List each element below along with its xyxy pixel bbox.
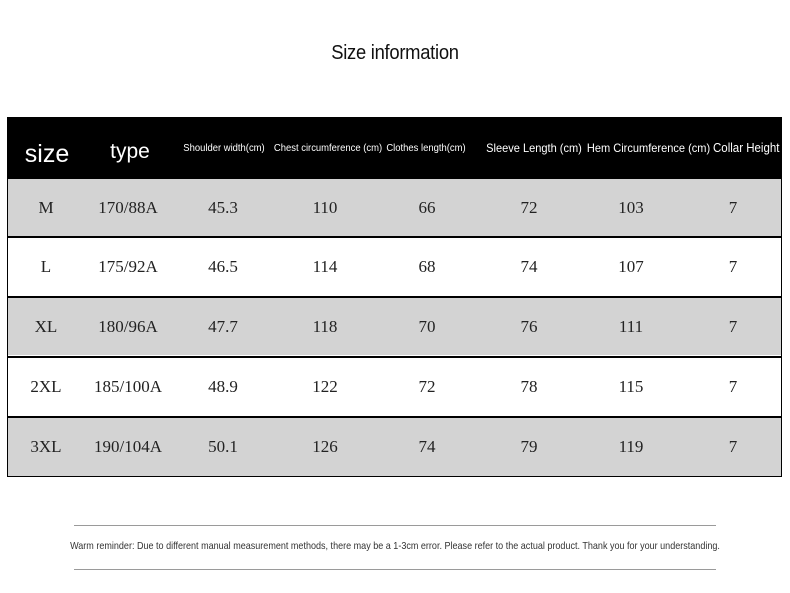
page-title: Size information bbox=[331, 42, 459, 64]
cell-hem-circumference: 107 bbox=[618, 256, 644, 276]
cell-size: M bbox=[38, 197, 54, 217]
cell-shoulder-width: 45.3 bbox=[208, 197, 238, 217]
cell-collar-height: 7 bbox=[728, 197, 738, 217]
bottom-divider bbox=[74, 569, 716, 570]
cell-collar-height: 7 bbox=[728, 436, 738, 456]
cell-size: XL bbox=[34, 316, 58, 336]
warm-reminder-note: Warm reminder: Due to different manual measurement methods, there may be a 1-3cm error. Please refer to the actual product. Thank you for your understanding. bbox=[70, 540, 720, 552]
cell-size: L bbox=[40, 256, 52, 276]
header-type: type bbox=[110, 140, 150, 163]
cell-shoulder-width: 47.7 bbox=[208, 316, 238, 336]
header-collar-height: Collar Height bbox=[713, 141, 780, 155]
header-chest-circumference: Chest circumference (cm) bbox=[273, 142, 383, 154]
table-row bbox=[8, 177, 782, 236]
cell-type: 180/96A bbox=[98, 316, 158, 336]
cell-sleeve-length: 78 bbox=[520, 376, 538, 396]
cell-collar-height: 7 bbox=[728, 256, 738, 276]
header-clothes-length: Clothes length(cm) bbox=[386, 142, 466, 154]
cell-hem-circumference: 119 bbox=[618, 436, 644, 456]
header-sleeve-length: Sleeve Length (cm) bbox=[486, 141, 582, 155]
cell-hem-circumference: 111 bbox=[618, 316, 644, 336]
table-row bbox=[8, 296, 782, 355]
cell-chest-circumference: 114 bbox=[312, 256, 338, 276]
header-size: size bbox=[24, 139, 70, 168]
table-row bbox=[8, 416, 782, 477]
cell-sleeve-length: 76 bbox=[520, 316, 538, 336]
cell-clothes-length: 72 bbox=[418, 376, 436, 396]
cell-shoulder-width: 46.5 bbox=[208, 256, 238, 276]
cell-shoulder-width: 50.1 bbox=[208, 436, 238, 456]
cell-collar-height: 7 bbox=[728, 376, 738, 396]
cell-sleeve-length: 79 bbox=[520, 436, 538, 456]
cell-hem-circumference: 115 bbox=[618, 376, 644, 396]
header-shoulder-width: Shoulder width(cm) bbox=[183, 142, 265, 154]
cell-size: 2XL bbox=[30, 376, 62, 396]
cell-chest-circumference: 118 bbox=[312, 316, 338, 336]
cell-clothes-length: 70 bbox=[418, 316, 436, 336]
cell-size: 3XL bbox=[30, 436, 62, 456]
top-divider bbox=[74, 525, 716, 526]
cell-chest-circumference: 122 bbox=[312, 376, 338, 396]
cell-sleeve-length: 72 bbox=[520, 197, 538, 217]
table-row bbox=[8, 356, 782, 415]
table-row bbox=[8, 236, 782, 295]
size-table bbox=[7, 117, 782, 477]
cell-type: 185/100A bbox=[94, 376, 162, 396]
cell-type: 175/92A bbox=[98, 256, 158, 276]
cell-chest-circumference: 126 bbox=[312, 436, 338, 456]
cell-shoulder-width: 48.9 bbox=[208, 376, 238, 396]
cell-clothes-length: 66 bbox=[418, 197, 436, 217]
cell-type: 190/104A bbox=[94, 436, 162, 456]
header-hem-circumference: Hem Circumference (cm) bbox=[586, 141, 711, 155]
cell-hem-circumference: 103 bbox=[618, 197, 644, 217]
cell-clothes-length: 68 bbox=[418, 256, 436, 276]
cell-clothes-length: 74 bbox=[418, 436, 436, 456]
cell-chest-circumference: 110 bbox=[312, 197, 338, 217]
cell-collar-height: 7 bbox=[728, 316, 738, 336]
cell-sleeve-length: 74 bbox=[520, 256, 538, 276]
table-header-row bbox=[8, 118, 782, 178]
cell-type: 170/88A bbox=[98, 197, 158, 217]
